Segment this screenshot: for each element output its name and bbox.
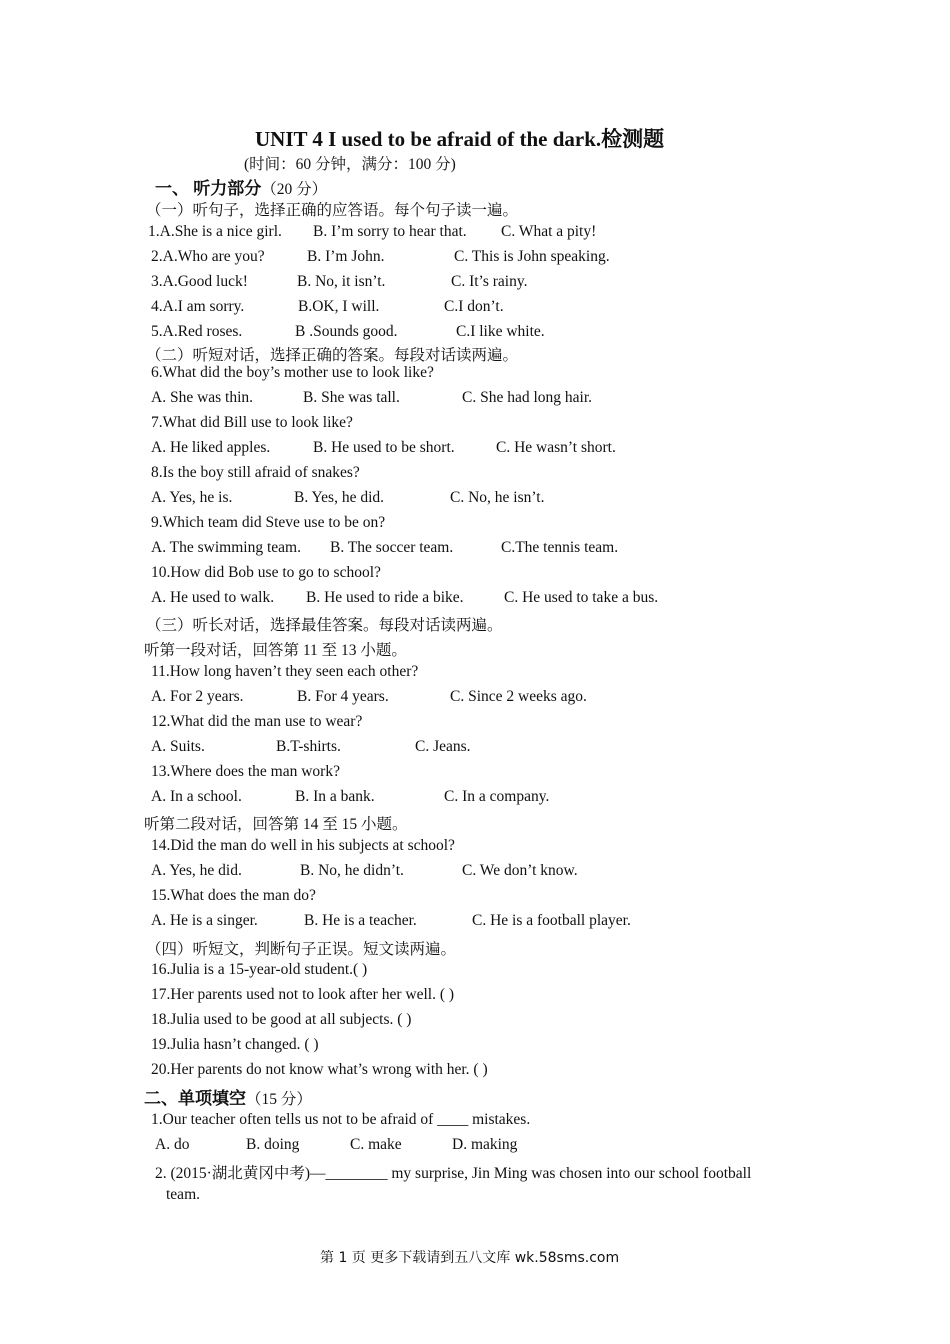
option-a: A. He liked apples. bbox=[151, 439, 271, 456]
option-a: A. Yes, he is. bbox=[151, 489, 233, 506]
option-c: C. She had long hair. bbox=[462, 389, 593, 406]
option-b: B. The soccer team. bbox=[330, 539, 454, 556]
option-b: B.T-shirts. bbox=[276, 738, 341, 755]
question-text: 13.Where does the man work? bbox=[151, 763, 340, 780]
option-a: A. He used to walk. bbox=[151, 589, 275, 606]
option-d: D. making bbox=[452, 1136, 518, 1153]
section-heading-listening bbox=[155, 174, 327, 199]
option-c: C.I don’t. bbox=[444, 298, 504, 315]
question-text-continued: team. bbox=[166, 1186, 200, 1203]
sub-instruction: 听第一段对话，回答第 11 至 13 小题。 bbox=[144, 642, 407, 659]
question-text: 15.What does the man do? bbox=[151, 887, 316, 904]
section-points: （15 分） bbox=[246, 1091, 312, 1108]
option-b: B. For 4 years. bbox=[297, 688, 389, 705]
option-a: 2.A.Who are you? bbox=[151, 248, 265, 265]
option-b: B .Sounds good. bbox=[295, 323, 398, 340]
option-c: C. He is a football player. bbox=[472, 912, 631, 929]
section-title: 二、单项填空 bbox=[144, 1089, 246, 1108]
option-c: C. This is John speaking. bbox=[454, 248, 610, 265]
true-false-item: 16.Julia is a 15-year-old student.( ) bbox=[151, 961, 368, 978]
section-title: 一、 听力部分 bbox=[155, 179, 262, 198]
option-b: B. No, it isn’t. bbox=[297, 273, 386, 290]
true-false-item: 17.Her parents used not to look after her well. ( ) bbox=[151, 986, 455, 1003]
option-c: C.The tennis team. bbox=[501, 539, 619, 556]
option-b: B. In a bank. bbox=[295, 788, 375, 805]
option-a: A. Suits. bbox=[151, 738, 205, 755]
option-c: C. He used to take a bus. bbox=[504, 589, 659, 606]
option-c: C. Since 2 weeks ago. bbox=[450, 688, 587, 705]
true-false-item: 19.Julia hasn’t changed. ( ) bbox=[151, 1036, 319, 1053]
question-text: 7.What did Bill use to look like? bbox=[151, 414, 353, 431]
section-points: （20 分） bbox=[261, 181, 328, 198]
question-text: 14.Did the man do well in his subjects at school? bbox=[151, 837, 455, 854]
option-b: B. She was tall. bbox=[303, 389, 400, 406]
option-b: B.OK, I will. bbox=[298, 298, 380, 315]
option-b: B. He used to ride a bike. bbox=[306, 589, 464, 606]
option-a: A. In a school. bbox=[151, 788, 242, 805]
option-b: B. I’m sorry to hear that. bbox=[313, 223, 467, 240]
option-c: C. He wasn’t short. bbox=[496, 439, 616, 456]
true-false-item: 18.Julia used to be good at all subjects. ( ) bbox=[151, 1011, 412, 1028]
question-text: 1.Our teacher often tells us not to be afraid of ____ mistakes. bbox=[151, 1111, 531, 1128]
sub-instruction: 听第二段对话，回答第 14 至 15 小题。 bbox=[144, 816, 408, 833]
option-a: 5.A.Red roses. bbox=[151, 323, 243, 340]
option-c: C. make bbox=[350, 1136, 402, 1153]
part-instruction: （四）听短文，判断句子正误。短文读两遍。 bbox=[146, 941, 457, 958]
option-b: B. No, he didn’t. bbox=[300, 862, 404, 879]
true-false-item: 20.Her parents do not know what’s wrong with her. ( ) bbox=[151, 1061, 488, 1078]
option-a: A. He is a singer. bbox=[151, 912, 258, 929]
option-c: C.I like white. bbox=[456, 323, 545, 340]
section-heading-multiple-choice bbox=[144, 1084, 312, 1109]
option-c: C. It’s rainy. bbox=[451, 273, 528, 290]
part-instruction: （三）听长对话，选择最佳答案。每段对话读两遍。 bbox=[146, 617, 503, 634]
page-title: UNIT 4 I used to be afraid of the dark.检测题 bbox=[255, 127, 665, 151]
option-a: 4.A.I am sorry. bbox=[151, 298, 245, 315]
question-text: 6.What did the boy’s mother use to look like? bbox=[151, 364, 434, 381]
option-a: A. She was thin. bbox=[151, 389, 254, 406]
question-text: 2. (2015·湖北黄冈中考)—________ my surprise, Jin Ming was chosen into our school football bbox=[155, 1165, 752, 1182]
option-b: B. Yes, he did. bbox=[294, 489, 385, 506]
option-b: B. He is a teacher. bbox=[304, 912, 417, 929]
part-instruction: （二）听短对话，选择正确的答案。每段对话读两遍。 bbox=[146, 347, 519, 364]
option-c: C. Jeans. bbox=[415, 738, 471, 755]
option-a: A. Yes, he did. bbox=[151, 862, 242, 879]
option-a: 3.A.Good luck! bbox=[151, 273, 248, 290]
option-c: C. What a pity! bbox=[501, 223, 597, 240]
option-c: C. No, he isn’t. bbox=[450, 489, 545, 506]
option-b: B. He used to be short. bbox=[313, 439, 455, 456]
option-a: 1.A.She is a nice girl. bbox=[148, 223, 282, 240]
option-b: B. doing bbox=[246, 1136, 300, 1153]
option-c: C. We don’t know. bbox=[462, 862, 578, 879]
question-text: 11.How long haven’t they seen each other? bbox=[151, 663, 419, 680]
question-text: 10.How did Bob use to go to school? bbox=[151, 564, 381, 581]
part-instruction: （一）听句子，选择正确的应答语。每个句子读一遍。 bbox=[146, 202, 519, 219]
option-a: A. For 2 years. bbox=[151, 688, 244, 705]
question-text: 9.Which team did Steve use to be on? bbox=[151, 514, 386, 531]
option-a: A. do bbox=[155, 1136, 190, 1153]
option-a: A. The swimming team. bbox=[151, 539, 301, 556]
option-b: B. I’m John. bbox=[307, 248, 385, 265]
exam-info: (时间：60 分钟，满分：100 分) bbox=[244, 156, 456, 173]
option-c: C. In a company. bbox=[444, 788, 550, 805]
question-text: 12.What did the man use to wear? bbox=[151, 713, 363, 730]
page-footer: 第 1 页 更多下载请到五八文库 wk.58sms.com bbox=[320, 1250, 620, 1266]
question-text: 8.Is the boy still afraid of snakes? bbox=[151, 464, 360, 481]
